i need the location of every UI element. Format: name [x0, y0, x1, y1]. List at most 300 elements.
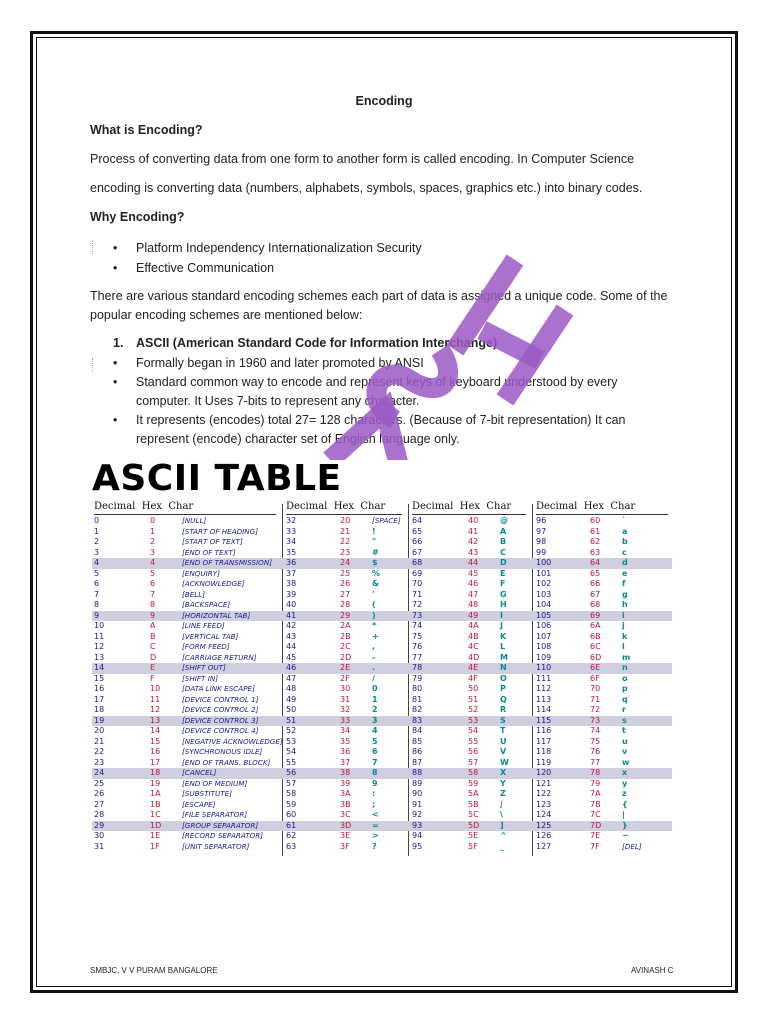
- table-row: [94, 611, 276, 622]
- hex-cell: 45: [468, 568, 479, 578]
- char-cell: e: [622, 568, 628, 578]
- table-row: [94, 653, 276, 664]
- hex-cell: 3F: [340, 841, 350, 851]
- char-cell: a: [622, 526, 628, 536]
- table-row: [286, 716, 402, 727]
- format-mark: [92, 240, 95, 254]
- hex-cell: 2C: [340, 642, 351, 651]
- hex-cell: 8: [150, 600, 156, 609]
- decimal-cell: 42: [286, 621, 297, 630]
- table-row: [94, 558, 276, 569]
- table-row: [536, 716, 668, 727]
- decimal-cell: 67: [412, 547, 423, 557]
- hex-cell: 1E: [150, 831, 161, 840]
- decimal-cell: 9: [94, 610, 100, 620]
- char-cell: W: [500, 757, 509, 767]
- decimal-cell: 53: [286, 736, 297, 746]
- hex-cell: 75: [590, 736, 601, 746]
- list-item: • Formally began in 1960 and later promoted by ANSI: [90, 354, 650, 373]
- decimal-cell: 85: [412, 736, 423, 746]
- char-cell: [DEVICE CONTROL 1]: [182, 694, 259, 704]
- table-row: [286, 621, 402, 632]
- decimal-cell: 118: [536, 747, 552, 756]
- char-cell: p: [622, 684, 628, 693]
- decimal-cell: 74: [412, 621, 423, 630]
- hex-cell: 20: [340, 516, 351, 525]
- hex-cell: 0: [150, 516, 156, 525]
- decimal-cell: 83: [412, 715, 423, 725]
- decimal-cell: 125: [536, 820, 552, 830]
- table-row: [94, 537, 276, 548]
- table-row: [94, 684, 276, 695]
- decimal-cell: 38: [286, 579, 297, 588]
- table-row: [412, 831, 526, 842]
- char-cell: [VERTICAL TAB]: [182, 631, 239, 641]
- table-row: [286, 831, 402, 842]
- decimal-cell: 106: [536, 621, 552, 630]
- table-row: [536, 821, 668, 832]
- paragraph-line-1: Process of converting data from one form to another form is called encoding. In Computer Science: [90, 152, 635, 166]
- char-cell: H: [500, 600, 507, 609]
- decimal-cell: 126: [536, 831, 552, 840]
- column-header: Decimal Hex Char: [286, 501, 386, 512]
- heading-what-is-encoding: What is Encoding?: [90, 123, 203, 137]
- paragraph-schemes: There are various standard encoding schemes each part of data is assigned a unique code. Some of the popular encoding schemes are mentioned below:: [90, 289, 668, 322]
- hex-cell: 14: [150, 726, 161, 735]
- table-row: [286, 537, 402, 548]
- table-row: [412, 695, 526, 706]
- hex-cell: 69: [590, 610, 601, 620]
- decimal-cell: 32: [286, 516, 297, 525]
- char-cell: ): [372, 610, 376, 620]
- char-cell: P: [500, 684, 506, 693]
- table-row: [536, 527, 668, 538]
- hex-cell: 34: [340, 726, 351, 735]
- column-separator: [532, 504, 533, 856]
- decimal-cell: 2: [94, 537, 100, 546]
- table-row: [536, 663, 668, 674]
- hex-cell: 68: [590, 600, 601, 609]
- decimal-cell: 26: [94, 789, 105, 798]
- char-cell: 4: [372, 726, 378, 735]
- decimal-cell: 72: [412, 600, 423, 609]
- decimal-cell: 86: [412, 747, 423, 756]
- decimal-cell: 28: [94, 810, 105, 819]
- char-cell: l: [622, 642, 625, 651]
- table-row: [94, 621, 276, 632]
- char-cell: [NEGATIVE ACKNOWLEDGE]: [182, 736, 283, 746]
- char-cell: X: [500, 768, 507, 777]
- hex-cell: 62: [590, 537, 601, 546]
- table-row: [94, 747, 276, 758]
- char-cell: c: [622, 547, 627, 557]
- decimal-cell: 34: [286, 537, 297, 546]
- hex-cell: 7E: [590, 831, 601, 840]
- decimal-cell: 76: [412, 642, 423, 651]
- item-number: 1.: [113, 336, 124, 350]
- char-cell: .: [372, 663, 376, 672]
- char-cell: q: [622, 694, 628, 704]
- hex-cell: 56: [468, 747, 479, 756]
- decimal-cell: 44: [286, 642, 297, 651]
- char-cell: [DEVICE CONTROL 2]: [182, 705, 259, 714]
- char-cell: /: [372, 673, 375, 683]
- decimal-cell: 33: [286, 526, 297, 536]
- hex-cell: 66: [590, 579, 601, 588]
- table-row: [536, 737, 668, 748]
- hex-cell: 5C: [468, 810, 479, 819]
- char-cell: ?: [372, 841, 377, 851]
- decimal-cell: 39: [286, 589, 297, 599]
- decimal-cell: 101: [536, 568, 552, 578]
- char-cell: v: [622, 747, 628, 756]
- hex-cell: 58: [468, 768, 479, 777]
- char-cell: K: [500, 631, 507, 641]
- char-cell: [SUBSTITUTE]: [182, 789, 233, 798]
- char-cell: O: [500, 673, 507, 683]
- table-row: [94, 600, 276, 611]
- table-row: [94, 642, 276, 653]
- hex-cell: 36: [340, 747, 351, 756]
- table-row: [536, 611, 668, 622]
- char-cell: 1: [372, 694, 378, 704]
- hex-cell: 13: [150, 715, 161, 725]
- hex-cell: 7: [150, 589, 156, 599]
- char-cell: [UNIT SEPARATOR]: [182, 841, 250, 851]
- numbered-item-ascii: [90, 334, 497, 353]
- heading-why-encoding: Why Encoding?: [90, 210, 185, 224]
- decimal-cell: 25: [94, 778, 105, 788]
- table-row: [536, 569, 668, 580]
- decimal-cell: 50: [286, 705, 297, 714]
- decimal-cell: 56: [286, 768, 297, 777]
- decimal-cell: 5: [94, 568, 100, 578]
- table-row: [94, 800, 276, 811]
- char-cell: [SYNCHRONOUS IDLE]: [182, 747, 263, 756]
- table-row: [94, 590, 276, 601]
- decimal-cell: 3: [94, 547, 100, 557]
- table-row: [286, 800, 402, 811]
- column-separator: [408, 504, 409, 856]
- decimal-cell: 7: [94, 589, 100, 599]
- hex-cell: 1A: [150, 789, 161, 798]
- hex-cell: 5D: [468, 820, 480, 830]
- char-cell: [START OF TEXT]: [182, 537, 243, 546]
- char-cell: z: [622, 789, 627, 798]
- hex-cell: 11: [150, 694, 161, 704]
- decimal-cell: 16: [94, 684, 105, 693]
- table-row: [286, 569, 402, 580]
- table-row: [536, 831, 668, 842]
- char-cell: L: [500, 642, 506, 651]
- decimal-cell: 24: [94, 768, 105, 777]
- decimal-cell: 15: [94, 673, 105, 683]
- decimal-cell: 60: [286, 810, 297, 819]
- ascii-table-title: ASCII TABLE: [92, 460, 342, 499]
- table-row: [412, 800, 526, 811]
- hex-cell: 2A: [340, 621, 351, 630]
- hex-cell: 44: [468, 558, 479, 567]
- char-cell: A: [500, 526, 507, 536]
- table-row: [536, 642, 668, 653]
- char-cell: [ACKNOWLEDGE]: [182, 579, 245, 588]
- format-mark: [92, 358, 95, 372]
- table-row: [412, 600, 526, 611]
- char-cell: [DATA LINK ESCAPE]: [182, 684, 255, 693]
- hex-cell: 5: [150, 568, 156, 578]
- decimal-cell: 47: [286, 673, 297, 683]
- hex-cell: 6E: [590, 663, 601, 672]
- hex-cell: 3D: [340, 820, 352, 830]
- hex-cell: 17: [150, 757, 161, 767]
- char-cell: [NULL]: [182, 516, 207, 525]
- hex-cell: 7C: [590, 810, 601, 819]
- table-row: [94, 516, 276, 527]
- table-row: [94, 527, 276, 538]
- table-row: [286, 821, 402, 832]
- decimal-cell: 75: [412, 631, 423, 641]
- decimal-cell: 0: [94, 516, 100, 525]
- table-row: [412, 527, 526, 538]
- char-cell: +: [372, 631, 379, 641]
- hex-cell: 24: [340, 558, 351, 567]
- decimal-cell: 20: [94, 726, 105, 735]
- hex-cell: 21: [340, 526, 351, 536]
- table-row: [94, 736, 283, 748]
- hex-cell: 5F: [468, 841, 478, 851]
- hex-cell: 3A: [340, 789, 351, 798]
- hex-cell: 3C: [340, 810, 351, 819]
- table-row: [412, 821, 526, 832]
- hex-cell: 33: [340, 715, 351, 725]
- char-cell: d: [622, 558, 628, 567]
- header-rule: [286, 514, 402, 515]
- hex-cell: 74: [590, 726, 601, 735]
- table-row: [286, 674, 402, 685]
- table-row: [412, 579, 526, 590]
- char-cell: ,: [372, 642, 376, 651]
- char-cell: U: [500, 736, 507, 746]
- hex-cell: 2B: [340, 631, 351, 641]
- table-row: [286, 611, 402, 622]
- hex-cell: 39: [340, 778, 351, 788]
- table-row: [412, 642, 526, 653]
- hex-cell: 7A: [590, 789, 601, 798]
- char-cell: !: [372, 526, 376, 536]
- decimal-cell: 113: [536, 694, 552, 704]
- decimal-cell: 57: [286, 778, 297, 788]
- table-row: [286, 684, 402, 695]
- decimal-cell: 8: [94, 600, 100, 609]
- table-row: [536, 768, 668, 779]
- decimal-cell: 121: [536, 778, 552, 788]
- decimal-cell: 108: [536, 642, 552, 651]
- hex-cell: 4B: [468, 631, 479, 641]
- hex-cell: 60: [590, 516, 601, 525]
- table-row: [94, 716, 276, 727]
- hex-cell: 30: [340, 684, 351, 693]
- hex-cell: 4C: [468, 642, 479, 651]
- hex-cell: 26: [340, 579, 351, 588]
- table-row: [536, 684, 668, 695]
- table-row: [536, 674, 668, 685]
- char-cell: 9: [372, 778, 378, 788]
- table-row: [536, 726, 668, 737]
- hex-cell: 1C: [150, 810, 161, 819]
- hex-cell: 77: [590, 757, 601, 767]
- decimal-cell: 1: [94, 526, 100, 536]
- char-cell: V: [500, 747, 507, 756]
- decimal-cell: 91: [412, 799, 423, 809]
- table-row: [412, 779, 526, 790]
- char-cell: 5: [372, 736, 378, 746]
- char-cell: Z: [500, 789, 506, 798]
- hex-cell: F: [150, 673, 155, 683]
- decimal-cell: 59: [286, 799, 297, 809]
- char-cell: C: [500, 547, 506, 557]
- column-header: Decimal Hex Char: [94, 501, 194, 512]
- hex-cell: 1F: [150, 841, 160, 851]
- decimal-cell: 52: [286, 726, 297, 735]
- table-row: [412, 842, 526, 853]
- decimal-cell: 35: [286, 547, 297, 557]
- table-row: [412, 558, 526, 569]
- decimal-cell: 116: [536, 726, 552, 735]
- char-cell: g: [622, 589, 628, 599]
- char-cell: k: [622, 631, 628, 641]
- paragraph-line-2: encoding is converting data (numbers, alphabets, symbols, spaces, graphics etc.) into binary codes.: [90, 181, 643, 195]
- char-cell: -: [372, 652, 376, 662]
- table-row: [286, 705, 402, 716]
- table-row: [286, 516, 402, 527]
- table-row: [286, 600, 402, 611]
- decimal-cell: 104: [536, 600, 552, 609]
- char-cell: [END OF TRANSMISSION]: [182, 558, 273, 567]
- hex-cell: 4D: [468, 652, 480, 662]
- char-cell: D: [500, 558, 507, 567]
- table-row: [286, 747, 402, 758]
- decimal-cell: 58: [286, 789, 297, 798]
- decimal-cell: 100: [536, 558, 552, 567]
- hex-cell: 72: [590, 705, 601, 714]
- decimal-cell: 96: [536, 516, 547, 525]
- decimal-cell: 29: [94, 820, 105, 830]
- char-cell: h: [622, 600, 628, 609]
- decimal-cell: 69: [412, 568, 423, 578]
- hex-cell: 3E: [340, 831, 351, 840]
- decimal-cell: 84: [412, 726, 423, 735]
- table-row: [286, 737, 402, 748]
- hex-cell: 37: [340, 757, 351, 767]
- hex-cell: 4: [150, 558, 156, 567]
- table-row: [412, 569, 526, 580]
- char-cell: [GROUP SEPARATOR]: [182, 820, 259, 830]
- char-cell: >: [372, 831, 379, 840]
- char-cell: 2: [372, 705, 378, 714]
- char-cell: m: [622, 652, 631, 662]
- char-cell: t: [622, 726, 626, 735]
- hex-cell: 1: [150, 526, 156, 536]
- column-header: Decimal Hex Char: [536, 501, 636, 512]
- table-row: [412, 768, 526, 779]
- hex-cell: 55: [468, 736, 479, 746]
- table-row: [286, 695, 402, 706]
- decimal-cell: 70: [412, 579, 423, 588]
- table-row: [94, 579, 276, 590]
- column-header: Decimal Hex Char: [412, 501, 512, 512]
- decimal-cell: 87: [412, 757, 423, 767]
- decimal-cell: 120: [536, 768, 552, 777]
- table-row: [286, 558, 402, 569]
- decimal-cell: 4: [94, 558, 100, 567]
- hex-cell: 38: [340, 768, 351, 777]
- decimal-cell: 110: [536, 663, 552, 672]
- char-cell: [SHIFT IN]: [182, 673, 219, 683]
- char-cell: w: [622, 757, 630, 767]
- decimal-cell: 73: [412, 610, 423, 620]
- char-cell: ;: [372, 799, 376, 809]
- table-row: [536, 516, 668, 527]
- decimal-cell: 71: [412, 589, 423, 599]
- decimal-cell: 6: [94, 579, 100, 588]
- char-cell: [BACKSPACE]: [182, 600, 231, 609]
- list-item: • It represents (encodes) total 27= 128 characters. (Because of 7-bit representation) It can represent (encode) character set of English language only.: [90, 411, 650, 449]
- hex-cell: 5B: [468, 799, 479, 809]
- decimal-cell: 10: [94, 621, 105, 630]
- char-cell: $: [372, 558, 378, 567]
- char-cell: T: [500, 726, 506, 735]
- table-row: [536, 747, 668, 758]
- hex-cell: 3: [150, 547, 156, 557]
- table-row: [286, 810, 402, 821]
- table-row: [536, 705, 668, 716]
- decimal-cell: 103: [536, 589, 552, 599]
- footer-left: SMBJC, V V PURAM BANGALORE: [90, 966, 218, 975]
- decimal-cell: 119: [536, 757, 552, 767]
- hex-cell: 2D: [340, 652, 352, 662]
- char-cell: y: [622, 778, 628, 788]
- char-cell: 7: [372, 757, 378, 767]
- table-row: [536, 632, 668, 643]
- table-row: [286, 642, 402, 653]
- list-item: • Standard common way to encode and represent keys of keyboard understood by every computer. It Uses 7-bits to represent any character.: [90, 373, 650, 411]
- hex-cell: 12: [150, 705, 161, 714]
- char-cell: ': [372, 589, 375, 599]
- hex-cell: A: [150, 621, 156, 630]
- table-row: [536, 590, 668, 601]
- header-rule: [94, 514, 276, 515]
- hex-cell: 51: [468, 694, 479, 704]
- footer-right: AVINASH C: [631, 966, 674, 975]
- char-cell: {: [622, 799, 628, 809]
- table-row: [536, 842, 668, 853]
- hex-cell: 48: [468, 600, 479, 609]
- decimal-cell: 43: [286, 631, 297, 641]
- table-row: [94, 842, 276, 853]
- table-row: [286, 548, 402, 559]
- char-cell: ~: [622, 831, 629, 840]
- decimal-cell: 105: [536, 610, 552, 620]
- decimal-cell: 64: [412, 516, 423, 525]
- hex-cell: 6: [150, 579, 156, 588]
- table-row: [94, 779, 276, 790]
- table-row: [286, 768, 402, 779]
- decimal-cell: 31: [94, 841, 105, 851]
- decimal-cell: 115: [536, 715, 552, 725]
- char-cell: [DEL]: [622, 841, 642, 851]
- item-text: ASCII (American Standard Code for Information Interchange): [136, 336, 498, 350]
- table-row: [412, 747, 526, 758]
